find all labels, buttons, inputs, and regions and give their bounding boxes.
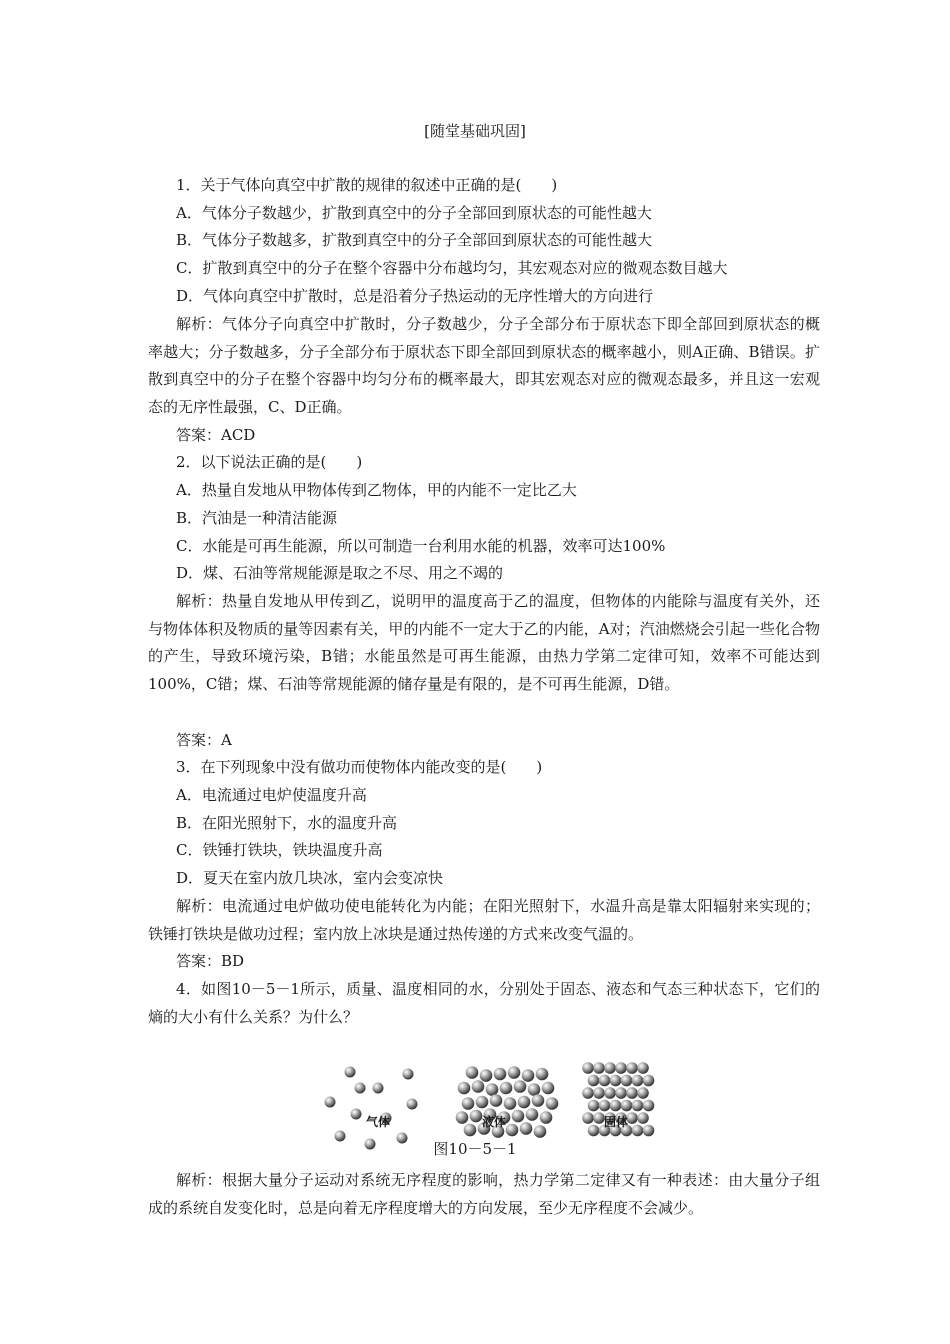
molecule: [593, 1062, 605, 1074]
molecule: [373, 1083, 384, 1094]
molecule: [351, 1109, 362, 1120]
q3-option-d: D．夏天在室内放几块冰，室内会变凉快: [176, 869, 444, 887]
molecule: [407, 1099, 418, 1110]
molecule: [643, 1075, 655, 1087]
molecule: [588, 1125, 600, 1137]
molecule: [486, 1083, 499, 1096]
molecule: [514, 1080, 527, 1093]
molecule: [472, 1080, 485, 1093]
molecule: [593, 1087, 605, 1099]
q1-option-c: C．扩散到真空中的分子在整个容器中分布越均匀，其宏观态对应的微观态数目越大: [176, 259, 728, 277]
molecule: [458, 1082, 471, 1095]
molecule: [582, 1087, 594, 1099]
molecule: [637, 1112, 649, 1124]
molecule: [476, 1096, 489, 1109]
liquid-molecules: [456, 1066, 559, 1138]
q3-stem: 3．在下列现象中没有做功而使物体内能改变的是( ): [176, 758, 543, 776]
q3-option-a: A．电流通过电炉使温度升高: [176, 786, 367, 804]
molecule: [582, 1062, 594, 1074]
q3-analysis: 解析：电流通过电炉做功使电能转化为内能；在阳光照射下，水温升高是靠太阳辐射来实现的；铁锤打铁块是做功过程；室内放上冰块是通过热传递的方式来改变气温的。: [148, 897, 820, 943]
molecule: [615, 1087, 627, 1099]
section-title: [随堂基础巩固]: [424, 122, 526, 140]
molecule: [632, 1125, 644, 1137]
molecule: [615, 1062, 627, 1074]
molecule: [637, 1087, 649, 1099]
molecule: [532, 1094, 545, 1107]
molecule: [526, 1108, 539, 1121]
molecule: [542, 1082, 555, 1095]
molecule: [604, 1062, 616, 1074]
molecule: [470, 1110, 483, 1123]
molecule: [621, 1100, 633, 1112]
q1-option-a: A．气体分子数越少，扩散到真空中的分子全部回到原状态的可能性越大: [176, 204, 652, 222]
molecule: [610, 1100, 622, 1112]
molecule: [456, 1111, 469, 1124]
molecule: [355, 1083, 366, 1094]
molecule: [462, 1097, 475, 1110]
molecule: [466, 1066, 479, 1079]
q4-stem: 4．如图10－5－1所示，质量、温度相同的水，分别处于固态、液态和气态三种状态下，它们的熵的大小有什么关系？为什么？: [148, 980, 820, 1026]
molecule: [637, 1062, 649, 1074]
molecule: [588, 1075, 600, 1087]
molecule: [345, 1067, 356, 1078]
q1-answer: 答案：ACD: [176, 426, 256, 444]
molecule: [582, 1112, 594, 1124]
molecule: [599, 1100, 611, 1112]
molecule: [632, 1075, 644, 1087]
molecule: [546, 1097, 559, 1110]
molecule: [480, 1069, 493, 1082]
molecule: [528, 1083, 541, 1096]
molecule: [403, 1069, 414, 1080]
q2-option-d: D．煤、石油等常规能源是取之不尽、用之不竭的: [176, 564, 504, 582]
molecule: [464, 1124, 477, 1137]
figure-caption: 图10－5－1: [433, 1140, 517, 1158]
q3-option-c: C．铁锤打铁块，铁块温度升高: [176, 841, 383, 859]
molecule: [599, 1075, 611, 1087]
molecule: [520, 1122, 533, 1135]
q3-option-b: B．在阳光照射下，水的温度升高: [176, 814, 398, 832]
q2-option-b: B．汽油是一种清洁能源: [176, 509, 338, 527]
molecule: [518, 1096, 531, 1109]
figure-label-gas: 气体: [366, 1115, 391, 1129]
molecule: [588, 1100, 600, 1112]
molecule: [325, 1097, 336, 1108]
molecule: [621, 1075, 633, 1087]
molecule: [504, 1097, 517, 1110]
molecule: [508, 1066, 521, 1079]
molecule: [512, 1110, 525, 1123]
q2-option-a: A．热量自发地从甲物体传到乙物体，甲的内能不一定比乙大: [176, 481, 577, 499]
molecule: [626, 1087, 638, 1099]
molecule: [490, 1094, 503, 1107]
q1-analysis: 解析：气体分子向真空中扩散时，分子数越少，分子全部分布于原状态下即全部回到原状态的概率越大；分子数越多，分子全部分布于原状态下即全部回到原状态的概率越小，则A正确、B错误。扩散到真空中的分子在整个容器中均匀分布的概率最大，即其宏观态对应的微观态最多，并且这一宏观态的无序性最强，C、D正确。: [148, 315, 820, 416]
molecule: [626, 1062, 638, 1074]
molecule: [604, 1087, 616, 1099]
molecule: [506, 1124, 519, 1137]
q1-stem: 1．关于气体向真空中扩散的规律的叙述中正确的是( ): [176, 176, 558, 194]
molecule: [500, 1082, 513, 1095]
q3-answer: 答案：BD: [176, 952, 245, 970]
molecule: [534, 1125, 547, 1138]
q1-option-d: D．气体向真空中扩散时，总是沿着分子热运动的无序性增大的方向进行: [176, 287, 654, 305]
q2-option-c: C．水能是可再生能源，所以可制造一台利用水能的机器，效率可达100%: [176, 537, 666, 555]
molecule: [632, 1100, 644, 1112]
molecule: [522, 1069, 535, 1082]
molecule: [536, 1068, 549, 1081]
q2-stem: 2．以下说法正确的是( ): [176, 453, 363, 471]
q2-answer: 答案：A: [176, 731, 232, 749]
q2-analysis: 解析：热量自发地从甲传到乙，说明甲的温度高于乙的温度，但物体的内能除与温度有关外，还与物体体积及物质的量等因素有关，甲的内能不一定大于乙的内能，A对；汽油燃烧会引起一些化合物的产生，导致环境污染，B错；水能虽然是可再生能源，由热力学第二定律可知，效率不可能达到100%，C错；煤、石油等常规能源的储存量是有限的，是不可再生能源，D错。: [148, 592, 820, 693]
q4-analysis: 解析：根据大量分子运动对系统无序程度的影响，热力学第二定律又有一种表述：由大量分子组成的系统自发变化时，总是向着无序程度增大的方向发展，至少无序程度不会减少。: [148, 1171, 820, 1217]
molecule: [610, 1075, 622, 1087]
molecule: [643, 1125, 655, 1137]
figure-label-solid: 固体: [604, 1115, 629, 1129]
figure-label-liquid: 液体: [482, 1115, 507, 1129]
q1-option-b: B．气体分子数越多，扩散到真空中的分子全部回到原状态的可能性越大: [176, 231, 653, 249]
molecule: [643, 1100, 655, 1112]
molecule: [540, 1111, 553, 1124]
molecule: [494, 1068, 507, 1081]
